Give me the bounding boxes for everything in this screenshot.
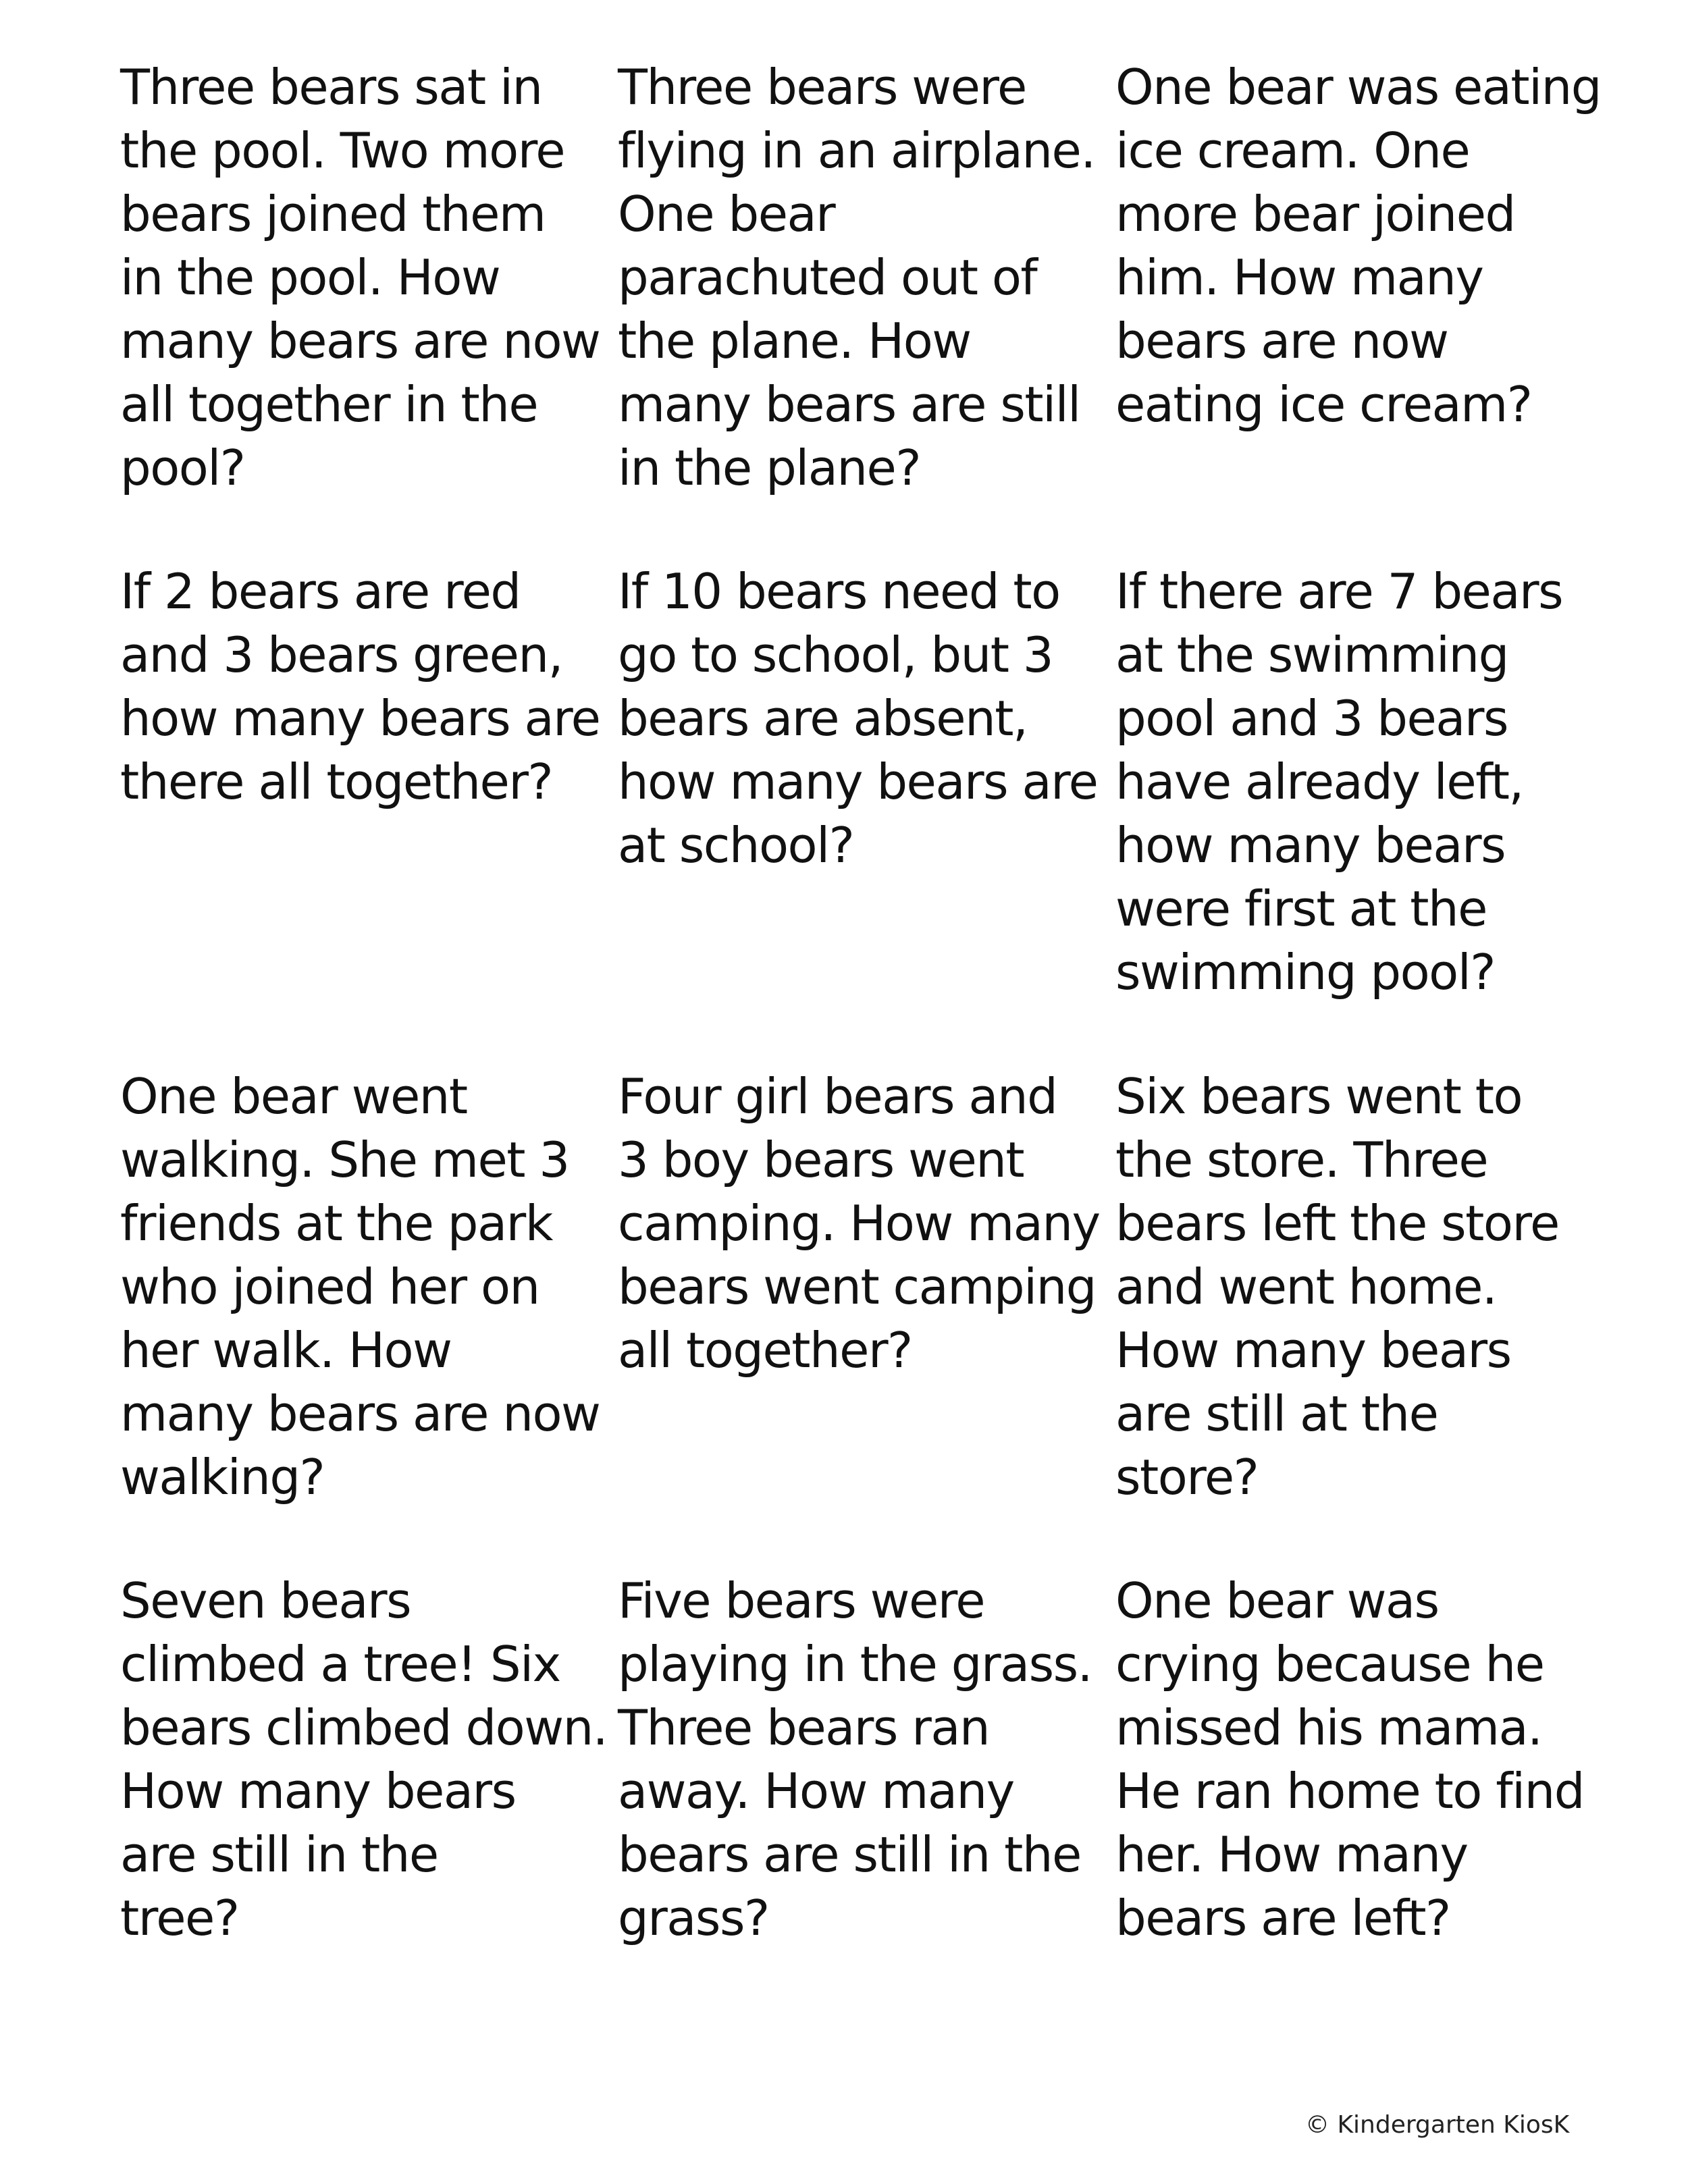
problem-line: If 10 bears need to [618,563,1060,620]
problem-line: are still in the [120,1826,438,1883]
word-problem-card [618,1065,1104,1382]
problem-line: all together? [618,1322,912,1379]
problem-line: many bears are now [120,313,600,369]
problem-line: If there are 7 bears [1115,563,1563,620]
problem-line: camping. How many [618,1195,1100,1252]
problem-line: store? [1115,1449,1259,1506]
problem-line: bears are still in the [618,1826,1081,1883]
word-problem-card [120,1065,606,1509]
problem-line: How many bears [1115,1322,1511,1379]
problem-line: how many bears are [120,690,600,747]
problem-line: friends at the park [120,1195,552,1252]
problem-line: Five bears were [618,1572,985,1629]
word-problem-card [618,560,1104,877]
problem-line: are still at the [1115,1385,1438,1442]
problem-line: go to school, but 3 [618,627,1053,683]
problem-line: bears are now [1115,313,1448,369]
problem-line: playing in the grass. [618,1636,1092,1693]
problem-line: have already left, [1115,753,1523,810]
problem-line: her walk. How [120,1322,452,1379]
word-problem-card [120,1569,606,1950]
problem-line: swimming pool? [1115,944,1495,1001]
problem-line: One bear was eating [1115,59,1601,115]
problem-line: walking? [120,1449,325,1506]
copyright-footer: © Kindergarten KiosK [1305,2111,1570,2139]
problem-line: her. How many [1115,1826,1468,1883]
problem-line: tree? [120,1890,239,1946]
word-problem-card [618,1569,1104,1950]
word-problem-card [1115,55,1602,436]
word-problem-card [120,55,606,500]
problem-line: 3 boy bears went [618,1131,1024,1188]
problem-line: One bear was [1115,1572,1439,1629]
word-problem-card [120,560,606,814]
problem-line: One bear went [120,1068,467,1125]
problem-line: how many bears are [618,753,1098,810]
problem-line: bears joined them [120,186,546,242]
problem-line: Seven bears [120,1572,411,1629]
problem-line: in the plane? [618,440,921,496]
problem-line: in the pool. How [120,249,500,306]
problem-line: Three bears sat in [120,59,542,115]
problem-line: One bear [618,186,835,242]
problem-line: Four girl bears and [618,1068,1057,1125]
problem-line: missed his mama. [1115,1699,1542,1756]
problem-line: grass? [618,1890,769,1946]
problem-line: parachuted out of [618,249,1037,306]
problem-line: all together in the [120,376,538,433]
problem-line: many bears are now [120,1385,600,1442]
problem-line: bears are left? [1115,1890,1450,1946]
problem-line: climbed a tree! Six [120,1636,560,1693]
word-problem-card [1115,1065,1602,1509]
problem-line: ice cream. One [1115,122,1470,179]
problem-line: pool and 3 bears [1115,690,1508,747]
problem-line: more bear joined [1115,186,1515,242]
word-problem-card [1115,560,1602,1004]
problem-line: who joined her on [120,1258,539,1315]
problem-line: and 3 bears green, [120,627,562,683]
problem-line: Three bears ran [618,1699,990,1756]
problem-line: Six bears went to [1115,1068,1523,1125]
problem-line: and went home. [1115,1258,1497,1315]
problem-line: the store. Three [1115,1131,1488,1188]
problem-line: away. How many [618,1763,1014,1819]
problem-line: bears are absent, [618,690,1028,747]
problem-line: bears climbed down. [120,1699,608,1756]
problem-line: How many bears [120,1763,516,1819]
problem-line: walking. She met 3 [120,1131,569,1188]
word-problem-card [1115,1569,1602,1950]
problem-line: He ran home to find [1115,1763,1584,1819]
problem-line: him. How many [1115,249,1483,306]
problem-line: eating ice cream? [1115,376,1532,433]
problem-line: pool? [120,440,245,496]
problem-line: bears went camping [618,1258,1096,1315]
problem-line: the plane. How [618,313,971,369]
problem-line: If 2 bears are red [120,563,521,620]
problem-line: the pool. Two more [120,122,565,179]
word-problem-card [618,55,1104,500]
problem-line: were first at the [1115,880,1487,937]
problem-line: bears left the store [1115,1195,1559,1252]
problem-line: many bears are still [618,376,1080,433]
problem-line: there all together? [120,753,553,810]
problem-line: at school? [618,817,854,874]
problem-line: crying because he [1115,1636,1544,1693]
problem-line: flying in an airplane. [618,122,1095,179]
problem-line: at the swimming [1115,627,1508,683]
problem-line: how many bears [1115,817,1506,874]
problem-line: Three bears were [618,59,1026,115]
